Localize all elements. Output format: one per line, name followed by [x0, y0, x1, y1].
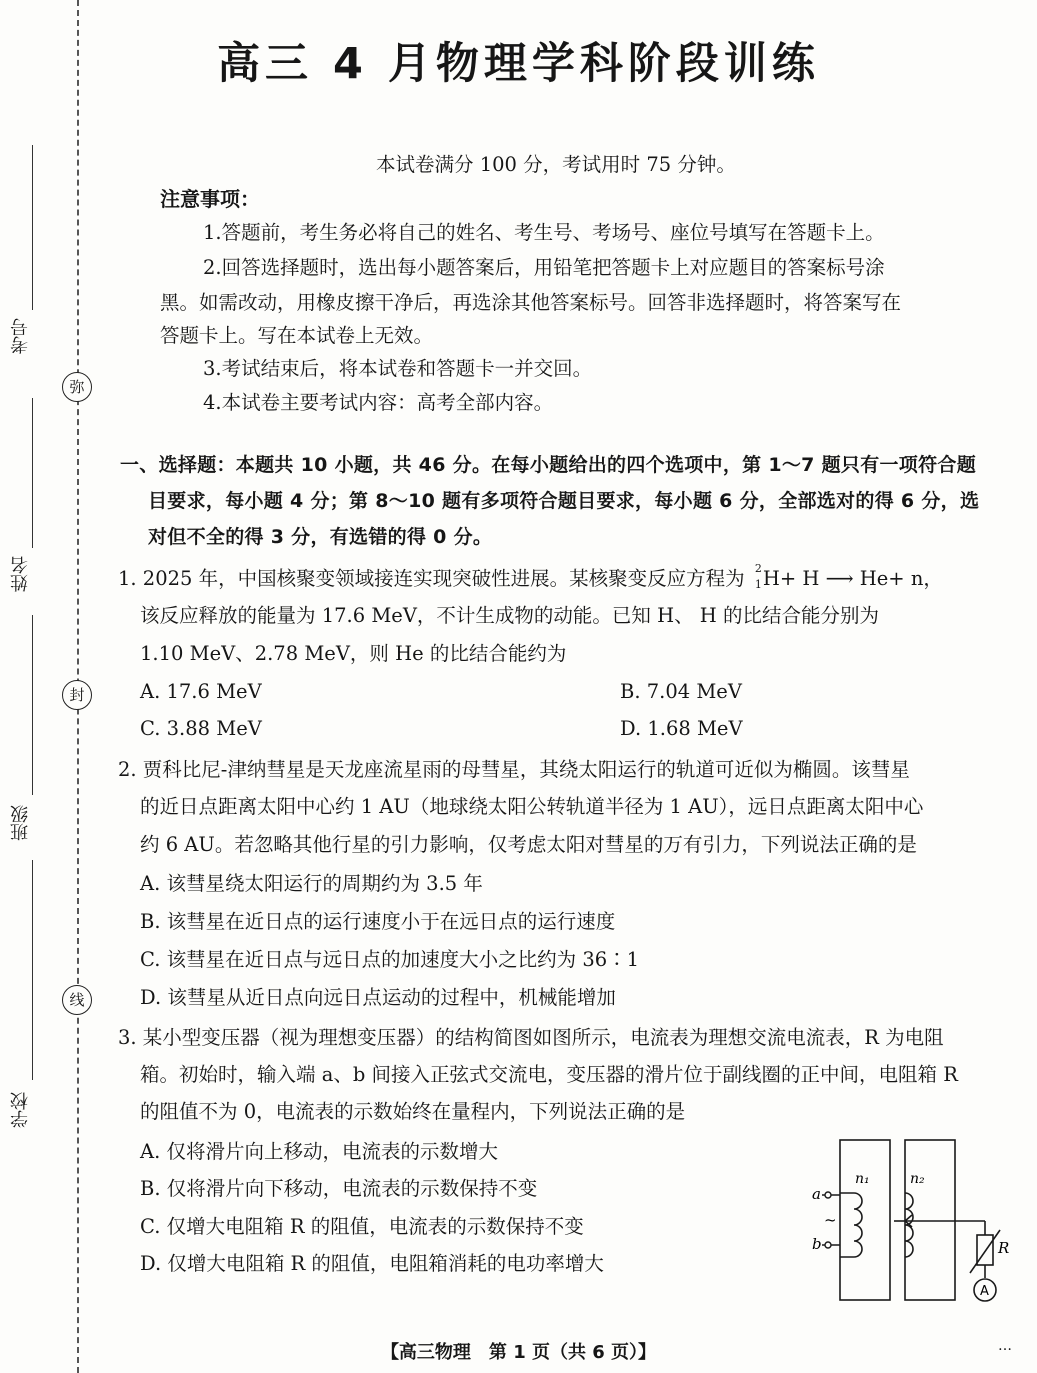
option-b: B. 仅将滑片向下移动，电流表的示数保持不变 — [140, 1177, 538, 1200]
transformer-core-left — [840, 1140, 890, 1300]
transformer-diagram — [810, 1135, 1020, 1310]
section-heading: 目要求，每小题 4 分；第 8～10 题有多项符合题目要求，每小题 6 分，全部选对的得 6 分，选 — [148, 490, 980, 512]
exam-number-blank — [32, 145, 33, 310]
question-2-text: 2. 贾科比尼-津纳彗星是天龙座流星雨的母彗星，其绕太阳运行的轨道可近似为椭圆。该彗星 — [118, 758, 910, 781]
notice-item: 2.回答选择题时，选出每小题答案后，用铅笔把答题卡上对应题目的答案标号涂 — [203, 256, 885, 279]
name-blank — [32, 398, 33, 548]
ammeter-symbol: A — [980, 1284, 989, 1299]
option-c: C. 3.88 MeV — [140, 717, 262, 740]
option-d: D. 仅增大电阻箱 R 的阻值，电阻箱消耗的电功率增大 — [140, 1252, 604, 1275]
n2-label: n₂ — [910, 1171, 925, 1187]
question-1-text: 该反应释放的能量为 17.6 MeV，不计生成物的动能。已知 H、 H 的比结合能分别为 — [140, 604, 880, 627]
notice-item: 1.答题前，考生务必将自己的姓名、考生号、考场号、座位号填写在答题卡上。 — [203, 221, 885, 244]
class-label: 班级 — [10, 805, 31, 841]
option-d: D. 1.68 MeV — [620, 717, 743, 740]
notice-item: 答题卡上。写在本试卷上无效。 — [160, 324, 434, 347]
page-footer: 【高三物理 第 1 页（共 6 页）】 — [380, 1342, 657, 1363]
exam-intro: 本试卷满分 100 分，考试用时 75 分钟。 — [376, 153, 736, 176]
option-d: D. 该彗星从近日点向远日点运动的过程中，机械能增加 — [140, 986, 616, 1009]
option-a: A. 仅将滑片向上移动，电流表的示数增大 — [140, 1140, 498, 1163]
notice-item: 4.本试卷主要考试内容：高考全部内容。 — [203, 391, 554, 414]
ac-symbol: ~ — [824, 1211, 837, 1229]
question-1-stem: 1. 2025 年，中国核聚变领域接连实现突破性进展。某核聚变反应方程为 — [118, 567, 745, 590]
option-c: C. 该彗星在近日点与远日点的加速度大小之比约为 36∶1 — [140, 948, 640, 971]
exam-number-label: 考号 — [10, 318, 31, 354]
notice-heading: 注意事项： — [160, 187, 260, 211]
section-heading: 一、选择题：本题共 10 小题，共 46 分。在每小题给出的四个选项中，第 1～7 题只有一项符合题 — [120, 454, 977, 476]
question-2-text: 约 6 AU。若忽略其他行星的引力影响，仅考虑太阳对彗星的万有引力，下列说法正确的是 — [140, 833, 917, 856]
question-1-text — [118, 561, 943, 592]
option-a: A. 17.6 MeV — [140, 680, 262, 703]
option-b: B. 该彗星在近日点的运行速度小于在远日点的运行速度 — [140, 910, 616, 933]
school-blank — [32, 860, 33, 1080]
corner-mark: … — [998, 1338, 1012, 1354]
section-heading: 对但不全的得 3 分，有选错的得 0 分。 — [148, 526, 493, 548]
question-3-text: 的阻值不为 0，电流表的示数始终在量程内，下列说法正确的是 — [140, 1100, 686, 1123]
name-label: 姓名 — [10, 556, 31, 592]
n1-label: n₁ — [855, 1171, 870, 1187]
question-3-text: 箱。初始时，输入端 a、b 间接入正弦式交流电，变压器的滑片位于副线圈的正中间，电阻箱 R — [140, 1063, 958, 1086]
option-c: C. 仅增大电阻箱 R 的阻值，电流表的示数保持不变 — [140, 1215, 584, 1238]
notice-item: 黑。如需改动，用橡皮擦干净后，再选涂其他答案标号。回答非选择题时，将答案写在 — [160, 291, 902, 314]
page-title: 高三 4 月物理学科阶段训练 — [217, 39, 820, 89]
nuclide-notation: 2 1 — [754, 561, 762, 591]
seal-mark: 线 — [62, 985, 92, 1015]
terminal-b — [825, 1242, 831, 1248]
terminal-a-label: a — [812, 1185, 821, 1203]
question-2-text: 的近日点距离太阳中心约 1 AU（地球绕太阳公转轨道半径为 1 AU），远日点距离太阳中心 — [140, 795, 924, 818]
option-b: B. 7.04 MeV — [620, 680, 742, 703]
option-a: A. 该彗星绕太阳运行的周期约为 3.5 年 — [140, 872, 483, 895]
resistor-label: R — [998, 1239, 1010, 1257]
notice-item: 3.考试结束后，将本试卷和答题卡一并交回。 — [203, 357, 593, 380]
terminal-a — [825, 1192, 831, 1198]
class-blank — [32, 615, 33, 795]
reaction-equation: H+ H ⟶ He+ n， — [762, 567, 943, 590]
question-1-text: 1.10 MeV、2.78 MeV，则 He 的比结合能约为 — [140, 642, 567, 665]
question-3-text: 3. 某小型变压器（视为理想变压器）的结构简图如图所示，电流表为理想交流电流表，R 为电阻 — [118, 1026, 944, 1049]
seal-mark: 封 — [62, 680, 92, 710]
terminal-b-label: b — [812, 1235, 822, 1253]
seal-mark: 弥 — [62, 372, 92, 402]
school-label: 学校 — [10, 1092, 31, 1128]
